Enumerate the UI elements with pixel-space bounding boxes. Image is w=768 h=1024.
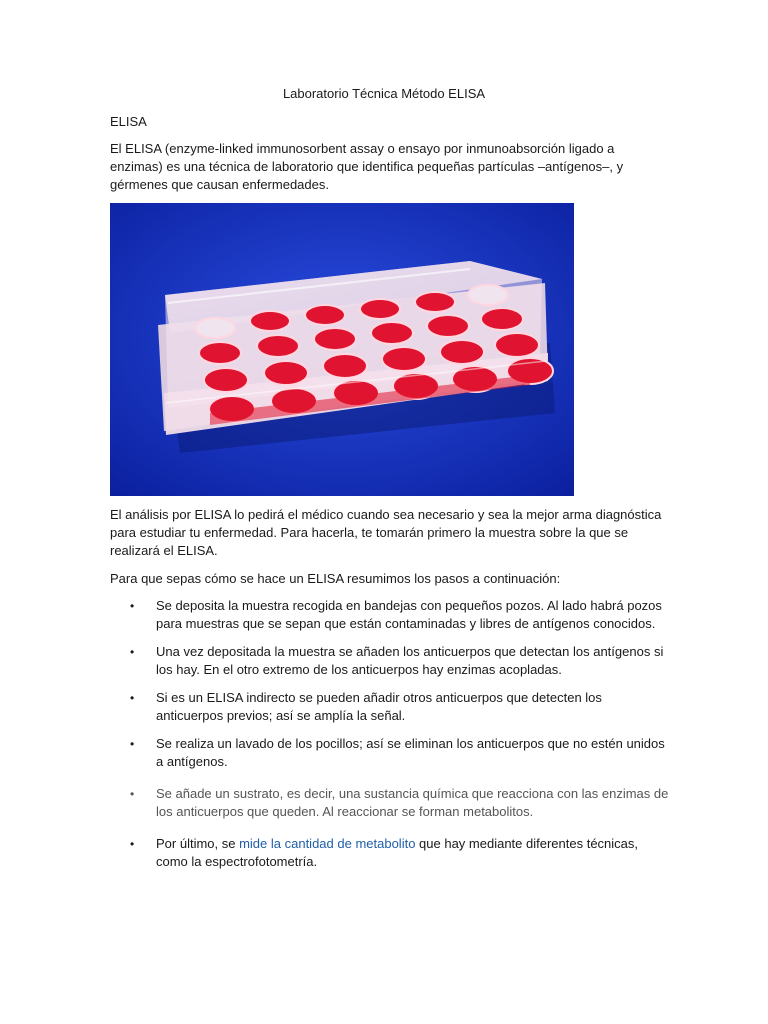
bullet-icon: • [130,837,135,851]
metabolite-link[interactable]: mide la cantidad de metabolito [239,836,416,851]
bullet-icon: • [130,599,135,613]
step-text: Se añade un sustrato, es decir, una sustancia química que reacciona con las enzimas de los anticuerpos que queden. Al reaccionar se forman metabolitos. [156,786,669,819]
bullet-icon: • [130,645,135,659]
bullet-icon: • [130,691,135,705]
bullet-icon: • [130,737,135,751]
list-item [110,597,670,633]
list-item [110,835,670,871]
list-item [110,785,670,821]
bullet-icon: • [130,787,135,801]
list-item [110,689,670,725]
step-text: Una vez depositada la muestra se añaden los anticuerpos que detectan los antígenos si los hay. En el otro extremo de los anticuerpos hay enzimas acopladas. [156,644,664,677]
list-item [110,735,670,771]
analysis-paragraph: El análisis por ELISA lo pedirá el médico cuando sea necesario y sea la mejor arma diagnóstica para estudiar tu enfermedad. Para hacerla, te tomarán primero la muestra sobre la que se realizará el ELISA. [110,507,662,558]
steps-intro: Para que sepas cómo se hace un ELISA resumimos los pasos a continuación: [110,571,561,586]
list-item [110,643,670,679]
step-text-before: Por último, se [156,836,240,851]
intro-paragraph: El ELISA (enzyme-linked immunosorbent assay o ensayo por inmunoabsorción ligado a enzimas) es una técnica de laboratorio que identifica pequeñas partículas –antígenos–, y gérmenes que causan enfermedades. [110,141,624,192]
step-text: Si es un ELISA indirecto se pueden añadir otros anticuerpos que detecten los anticuerpos previos; así se amplía la señal. [156,690,602,723]
step-text-after: que hay mediante diferentes técnicas, como la espectrofotometría. [156,836,639,869]
section-heading: ELISA [110,114,147,129]
step-text: Se deposita la muestra recogida en bandejas con pequeños pozos. Al lado habrá pozos para muestras que se sepan que están contaminadas y libres de antígenos conocidos. [156,598,662,631]
step-text: Se realiza un lavado de los pocillos; así se eliminan los anticuerpos que no estén unidos a antígenos. [156,736,665,769]
document-title: Laboratorio Técnica Método ELISA [282,86,486,101]
steps-list [110,597,670,881]
elisa-plate-photo [110,203,574,496]
